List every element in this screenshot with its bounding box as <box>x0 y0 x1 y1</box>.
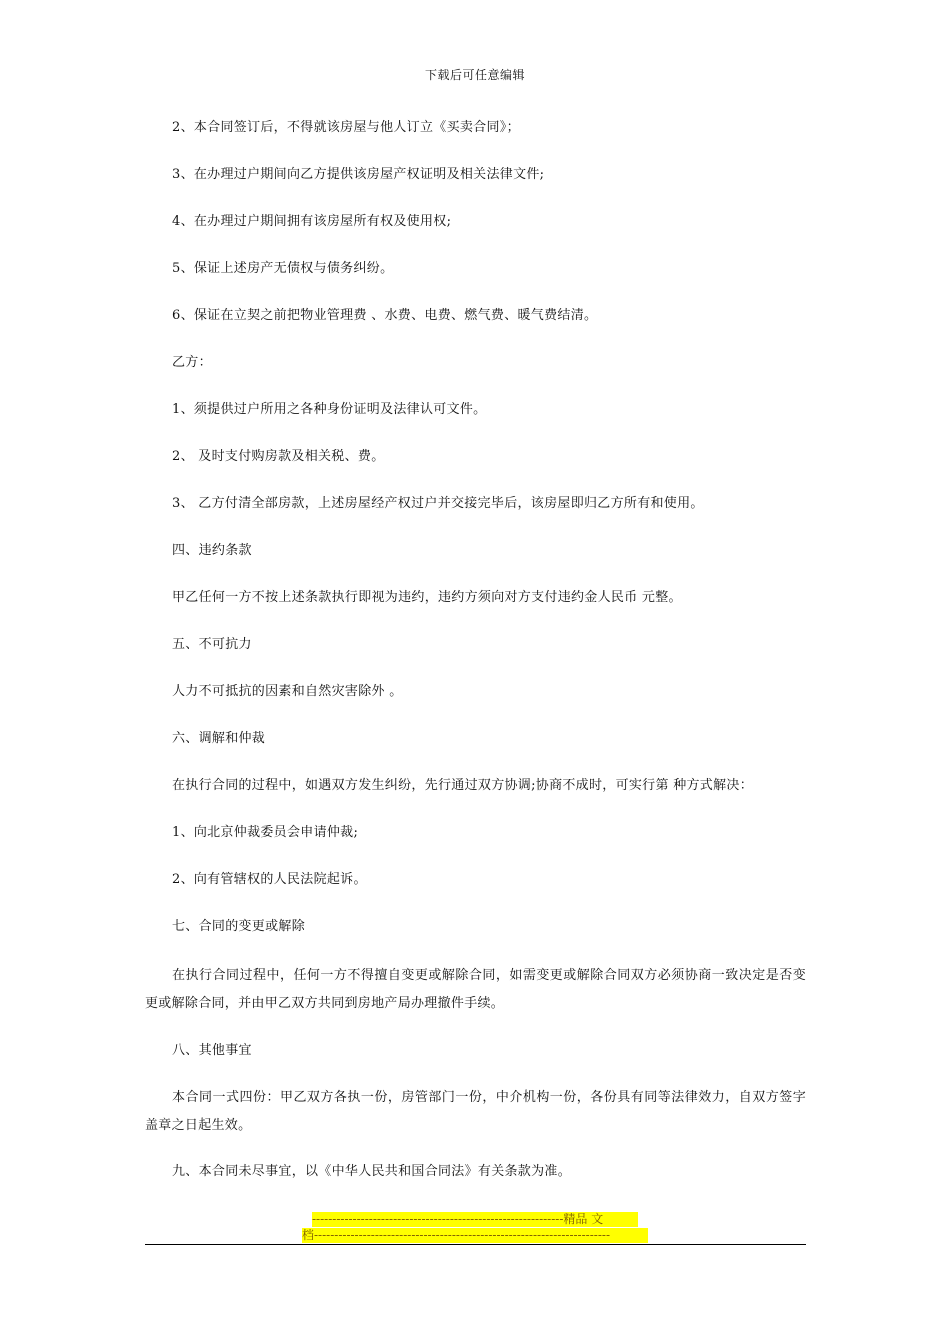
clause-line: 2、 及时支付购房款及相关税、费。 <box>172 449 385 464</box>
clause-line: 6、保证在立契之前把物业管理费 、水费、电费、燃气费、暖气费结清。 <box>172 308 598 323</box>
clause-line: 2、向有管辖权的人民法院起诉。 <box>172 872 367 887</box>
clause-line: 1、须提供过户所用之各种身份证明及法律认可文件。 <box>172 402 487 417</box>
clause-line: 在执行合同的过程中，如遇双方发生纠纷，先行通过双方协调;协商不成时，可实行第 种方式解决： <box>172 778 754 793</box>
footer-watermark-line2: 档------------------------------------------------------------------------- <box>302 1228 648 1243</box>
clause-line-final: 九、本合同未尽事宜，以《中华人民共和国合同法》有关条款为准。 <box>172 1164 572 1179</box>
section-heading-mediation: 六、调解和仲裁 <box>172 731 266 746</box>
clause-line: 3、 乙方付清全部房款，上述房屋经产权过户并交接完毕后，该房屋即归乙方所有和使用。 <box>172 496 704 511</box>
footer-watermark-line1: --------------------------------------------------------------精品 文 <box>312 1212 638 1227</box>
clause-line: 3、在办理过户期间向乙方提供该房屋产权证明及相关法律文件; <box>172 167 545 182</box>
section-heading-other: 八、其他事宜 <box>172 1043 252 1058</box>
copies-paragraph: 本合同一式四份：甲乙双方各执一份，房管部门一份，中介机构一份，各份具有同等法律效力，自双方签字盖章之日起生效。 <box>145 1090 806 1133</box>
party-b-heading: 乙方： <box>172 355 212 370</box>
footer-rule <box>145 1244 806 1245</box>
clause-line: 人力不可抵抗的因素和自然灾害除外 。 <box>172 684 403 699</box>
section-heading-breach: 四、违约条款 <box>172 543 252 558</box>
clause-line: 2、本合同签订后，不得就该房屋与他人订立《买卖合同》； <box>172 120 520 135</box>
page-header: 下载后可任意编辑 <box>424 68 525 82</box>
section-heading-change: 七、合同的变更或解除 <box>172 919 306 934</box>
clause-line: 5、保证上述房产无债权与债务纠纷。 <box>172 261 394 276</box>
section-heading-force-majeure: 五、不可抗力 <box>172 637 252 652</box>
change-paragraph: 在执行合同过程中，任何一方不得擅自变更或解除合同，如需变更或解除合同双方必须协商一致决定是否变更或解除合同，并由甲乙双方共同到房地产局办理撤件手续。 <box>145 968 806 1011</box>
clause-line: 4、在办理过户期间拥有该房屋所有权及使用权; <box>172 214 452 229</box>
clause-line: 甲乙任何一方不按上述条款执行即视为违约，违约方须向对方支付违约金人民币 元整。 <box>172 590 682 605</box>
clause-line: 1、向北京仲裁委员会申请仲裁; <box>172 825 359 840</box>
